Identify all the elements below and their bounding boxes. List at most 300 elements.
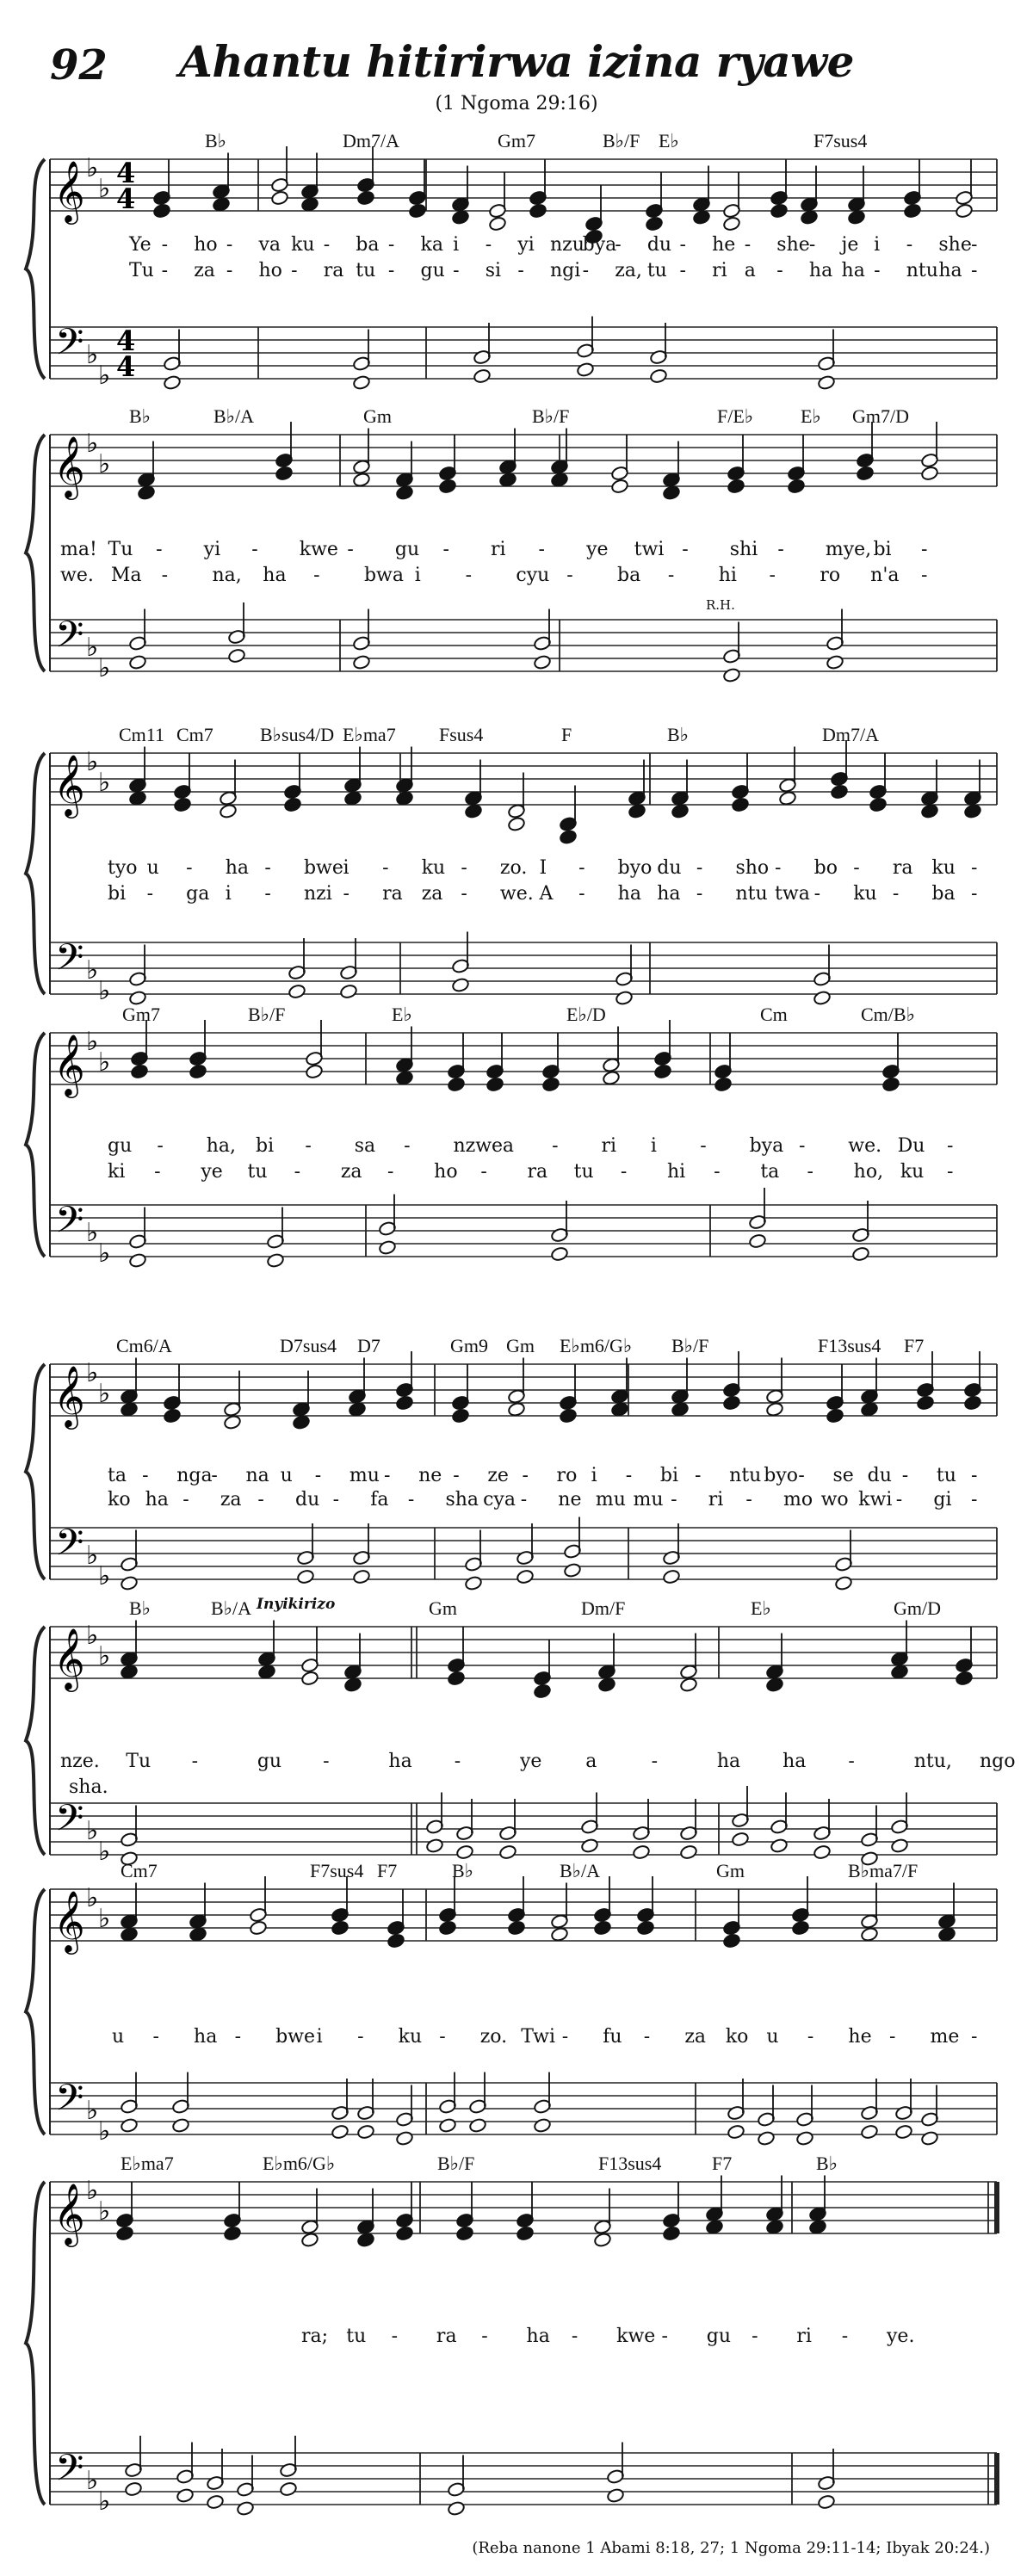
lyric-syllable: - [582, 260, 590, 281]
chord-symbol: B♭/F [437, 2153, 475, 2174]
lyric-syllable: - [157, 1135, 164, 1157]
lyric-syllable: - [442, 539, 449, 560]
note-head [550, 472, 568, 487]
lyric-syllable: - [454, 1751, 461, 1772]
key-signature-flat-icon: ♭ [98, 1379, 111, 1409]
lyric-syllable: ra [323, 260, 344, 281]
note-head [137, 485, 155, 500]
note-head [219, 803, 237, 819]
lyric-syllable: - [453, 260, 460, 281]
key-signature-flat-icon: ♭ [86, 153, 99, 183]
note-head [468, 2117, 486, 2133]
lyric-syllable: gu [108, 1135, 133, 1157]
lyric-syllable: me [930, 2026, 960, 2048]
lyric-syllable: bwa [363, 565, 404, 586]
lyric-syllable: - [906, 234, 913, 256]
lyric-syllable: tu [646, 260, 667, 281]
lyric-syllable: ro [556, 1465, 578, 1486]
music-system-5 [0, 1330, 1033, 1592]
lyric-syllable: he [848, 2026, 872, 2048]
note-head [352, 1569, 370, 1585]
note-head [128, 790, 146, 806]
lyric-syllable: za, [615, 260, 642, 281]
lyric-syllable: - [798, 1135, 806, 1157]
lyric-syllable: - [798, 1465, 805, 1486]
note-head [292, 1414, 310, 1430]
lyric-syllable: - [522, 1465, 529, 1486]
lyric-syllable: - [382, 857, 389, 879]
note-head [300, 2232, 319, 2247]
lyric-syllable: ku [291, 234, 315, 256]
lyric-syllable: ta [108, 1465, 127, 1486]
note-head [283, 797, 301, 812]
system-brace [26, 1033, 45, 1257]
lyric-syllable: ha [716, 1751, 741, 1772]
note-head [451, 1408, 469, 1424]
note-head [343, 1677, 362, 1692]
lyric-syllable: ha, [206, 1135, 236, 1157]
lyric-syllable: - [291, 260, 298, 281]
lyric-syllable: - [671, 1489, 677, 1510]
lyric-syllable: i [316, 2026, 323, 2048]
lyric-syllable: twa [775, 883, 810, 905]
music-system-8 [0, 2143, 1033, 2517]
lyric-syllable: - [775, 857, 782, 879]
chord-symbol: Cm7 [121, 1860, 158, 1881]
note-head [920, 803, 938, 819]
lyric-syllable: bi [108, 883, 127, 905]
note-head [455, 2226, 473, 2241]
note-head [860, 1401, 878, 1417]
lyric-syllable: hi [667, 1161, 686, 1183]
chord-symbol: E♭m6/G♭ [263, 2153, 336, 2174]
lyric-syllable: - [264, 857, 271, 879]
lyric-syllable: - [391, 2326, 399, 2347]
lyric-syllable: - [714, 1161, 721, 1183]
chord-symbol: E♭ [659, 130, 679, 151]
music-system-3 [0, 724, 1033, 1007]
lyric-syllable: i [453, 234, 460, 256]
lyric-syllable: ha [841, 260, 865, 281]
lyric-syllable: - [480, 1161, 487, 1183]
lyric-syllable: i [343, 857, 349, 879]
lyric-syllable: ku [421, 857, 446, 879]
note-head [593, 1920, 611, 1936]
lyric-syllable: kwe [299, 539, 338, 560]
lyric-syllable: i [225, 883, 232, 905]
chord-symbol: Cm [760, 1004, 788, 1025]
note-head [963, 1395, 981, 1411]
lyric-syllable: zo. [479, 2026, 508, 2048]
note-head [722, 667, 740, 683]
note-head [649, 368, 667, 384]
lyric-syllable: tu [936, 1465, 956, 1486]
lyric-syllable: she [776, 234, 810, 256]
lyric-syllable: za [194, 260, 215, 281]
lyric-syllable: we. [60, 565, 94, 586]
lyric-syllable: - [682, 539, 689, 560]
lyric-syllable: I [539, 857, 547, 879]
chord-symbol: F7 [377, 1860, 398, 1881]
note-head [120, 1664, 138, 1679]
lyric-syllable: ra [382, 883, 403, 905]
music-system-6 [0, 1596, 1033, 1867]
chord-symbol: Gm7/D [852, 405, 909, 427]
note-head [120, 1926, 138, 1942]
lyric-syllable: - [161, 565, 169, 586]
note-head [438, 1920, 456, 1936]
lyric-syllable: - [387, 260, 395, 281]
note-head [963, 803, 981, 819]
lyric-syllable: - [154, 1161, 161, 1183]
lyric-syllable: - [901, 1465, 909, 1486]
lyric-syllable: du [646, 234, 672, 256]
chord-symbol: F/E♭ [717, 405, 754, 427]
lyric-syllable: nze. [60, 1751, 100, 1772]
note-head [550, 1926, 568, 1942]
note-head [387, 1933, 405, 1949]
note-head [257, 1664, 275, 1679]
lyric-syllable: - [314, 1465, 322, 1486]
lyric-syllable: - [696, 857, 703, 879]
note-head [765, 1677, 783, 1692]
lyric-syllable: ba [617, 565, 641, 586]
lyric-syllable: ye [201, 1161, 223, 1183]
lyric-syllable: va [258, 234, 281, 256]
lyric-syllable: ye [586, 539, 609, 560]
lyric-syllable: za [340, 1161, 362, 1183]
system-brace [26, 1364, 45, 1579]
chord-symbol: Gm [716, 1860, 745, 1881]
hymn-title: Ahantu hitirirwa izina ryawe [179, 36, 854, 87]
lyric-syllable: ntu [729, 1465, 762, 1486]
lyric-syllable: - [947, 1161, 954, 1183]
lyric-syllable: - [404, 1135, 411, 1157]
note-head [714, 1077, 732, 1092]
lyric-syllable: - [264, 883, 271, 905]
note-head [249, 1920, 267, 1936]
lyric-syllable: ri [708, 1489, 724, 1510]
lyric-syllable: - [323, 1751, 330, 1772]
key-signature-flat-icon: ♭ [86, 2096, 99, 2126]
lyric-syllable: ha [938, 260, 962, 281]
lyric-syllable: - [807, 1161, 813, 1183]
lyric-syllable: - [769, 565, 776, 586]
bass-clef-icon: 𝄢 [55, 2077, 84, 2128]
lyric-syllable: - [700, 1135, 707, 1157]
note-head [464, 1575, 482, 1591]
chord-symbol: F13sus4 [598, 2153, 662, 2174]
lyric-syllable: ha [526, 2326, 550, 2347]
note-head [464, 803, 482, 819]
lyric-syllable: ra [527, 1161, 548, 1183]
lyric-syllable: ri [491, 539, 506, 560]
lyric-syllable: - [257, 1489, 264, 1510]
note-head [903, 203, 921, 219]
note-head [395, 1395, 413, 1411]
lyric-syllable: ri [712, 260, 727, 281]
key-signature-flat-icon: ♭ [98, 976, 111, 1006]
lyric-syllable: byo [764, 1465, 799, 1486]
lyric-syllable: mo [782, 1489, 813, 1510]
bass-clef-icon: 𝄢 [55, 321, 84, 373]
music-system-2 [0, 406, 1033, 720]
chord-symbol: Gm [429, 1597, 457, 1619]
note-head [300, 1671, 319, 1686]
treble-clef-icon: 𝄞 [53, 435, 85, 497]
note-head [615, 990, 633, 1005]
lyric-syllable: ho, [853, 1161, 884, 1183]
chord-symbol: B♭ [129, 405, 152, 427]
treble-clef-icon: 𝄞 [53, 1627, 85, 1690]
note-head [727, 479, 745, 494]
lyric-syllable: - [807, 2026, 814, 2048]
key-signature-flat-icon: ♭ [86, 1218, 99, 1248]
lyric-syllable: cyu [516, 565, 550, 586]
key-signature-flat-icon: ♭ [86, 1816, 99, 1846]
lyric-syllable: yi [203, 539, 221, 560]
key-signature-flat-icon: ♭ [98, 1837, 111, 1867]
lyric-syllable: du [295, 1489, 320, 1510]
chord-symbol: Cm/B♭ [861, 1004, 915, 1025]
note-head [722, 1933, 740, 1949]
chord-symbol: B♭/A [211, 1597, 252, 1619]
lyric-syllable: - [776, 260, 783, 281]
chord-symbol: Gm [363, 405, 392, 427]
system-brace [26, 753, 45, 994]
chord-symbol: E♭/D [566, 1004, 606, 1025]
lyric-syllable: ta [760, 1161, 780, 1183]
note-head [352, 374, 370, 390]
note-head [498, 472, 516, 487]
treble-clef-icon: 𝄞 [53, 1364, 85, 1427]
hymn-number: 92 [50, 41, 108, 90]
key-signature-flat-icon: ♭ [98, 174, 111, 204]
chord-symbol: E♭m6/G♭ [560, 1335, 633, 1356]
note-head [451, 209, 469, 225]
music-system-1 [0, 130, 1033, 400]
note-head [378, 1239, 396, 1255]
chord-symbol: Gm7 [498, 130, 535, 151]
lyric-syllable: nzi [303, 883, 332, 905]
lyric-syllable: - [211, 1465, 218, 1486]
lyric-syllable: ntu [906, 260, 938, 281]
lyric-syllable: - [332, 1489, 340, 1510]
note-head [580, 1838, 598, 1853]
lyric-syllable: za [220, 1489, 242, 1510]
lyric-syllable: Ye [129, 234, 152, 256]
lyric-syllable: - [461, 857, 467, 879]
note-head [498, 1844, 516, 1860]
note-head [692, 209, 710, 225]
lyric-syllable: ga [186, 883, 210, 905]
lyric-syllable: fa [370, 1489, 389, 1510]
lyric-syllable: zo. [499, 857, 528, 879]
note-head [279, 2481, 297, 2497]
lyric-syllable: - [971, 260, 978, 281]
bass-clef-icon: 𝄢 [55, 1199, 84, 1251]
music-system-7 [0, 1860, 1033, 2147]
note-head [356, 190, 374, 206]
note-head [152, 203, 170, 219]
lyric-syllable: ku [931, 857, 956, 879]
lyric-syllable: - [971, 1465, 978, 1486]
note-head [189, 1064, 207, 1079]
cross-reference: (Reba nanone 1 Abami 8:18, 27; 1 Ngoma 29:11-14; Ibyak 20:24.) [472, 2539, 990, 2557]
key-signature-flat-icon: ♭ [98, 768, 111, 798]
note-head [529, 203, 547, 219]
lyric-syllable: - [971, 883, 978, 905]
note-head [352, 654, 370, 670]
note-head [550, 1246, 568, 1262]
time-signature: 4 [116, 157, 136, 189]
note-head [395, 2226, 413, 2241]
lyric-syllable: - [921, 565, 928, 586]
lyric-syllable: ntu [735, 883, 768, 905]
lyric-syllable: - [578, 857, 585, 879]
lyric-syllable: si [485, 260, 502, 281]
lyric-syllable: - [387, 1161, 394, 1183]
lyric-syllable: mu [633, 1489, 664, 1510]
note-head [705, 2219, 723, 2234]
lyric-syllable: je [841, 234, 859, 256]
chord-symbol: Fsus4 [439, 724, 484, 745]
note-head [189, 1926, 207, 1942]
note-head [860, 2124, 878, 2140]
lyric-syllable: wo [820, 1489, 849, 1510]
key-signature-flat-icon: ♭ [86, 1621, 99, 1651]
lyric-syllable: na [245, 1465, 269, 1486]
bass-clef-icon: 𝄢 [55, 2447, 84, 2499]
note-head [206, 2494, 224, 2510]
lyric-syllable: u [280, 1465, 293, 1486]
note-head [610, 479, 628, 494]
lyric-syllable: - [142, 1465, 149, 1486]
note-head [438, 479, 456, 494]
lyric-syllable: bya [582, 234, 617, 256]
chord-symbol: B♭sus4/D [260, 724, 335, 745]
lyric-syllable: - [848, 1751, 855, 1772]
lyric-syllable: sho [735, 857, 770, 879]
lyric-syllable: ba [931, 883, 956, 905]
treble-clef-icon: 𝄞 [53, 1889, 85, 1952]
chord-symbol: Gm7 [122, 1004, 160, 1025]
note-head [847, 209, 865, 225]
note-head [920, 466, 938, 481]
lyric-syllable: - [874, 260, 881, 281]
lyric-syllable: - [453, 1465, 460, 1486]
note-head [507, 816, 525, 831]
note-head [563, 1562, 581, 1578]
lyric-syllable: ha [225, 857, 250, 879]
note-head [869, 797, 887, 812]
lyric-syllable: - [696, 883, 703, 905]
note-head [559, 829, 577, 844]
note-head [275, 466, 293, 481]
note-head [813, 990, 831, 1005]
lyric-syllable: ha [808, 260, 833, 281]
note-head [890, 1838, 908, 1853]
note-head [813, 1844, 831, 1860]
chord-symbol: F7 [904, 1335, 925, 1356]
lyric-syllable: Du [897, 1135, 925, 1157]
lyric-syllable: fu [603, 2026, 622, 2048]
key-signature-flat-icon: ♭ [86, 955, 99, 985]
lyric-syllable: tu [247, 1161, 268, 1183]
note-head [395, 485, 413, 500]
lyric-syllable: bo [813, 857, 838, 879]
key-signature-flat-icon: ♭ [98, 1561, 111, 1591]
right-hand-annotation: R.H. [706, 597, 735, 613]
lyric-syllable: bya [749, 1135, 784, 1157]
lyric-syllable: yi [517, 234, 535, 256]
lyric-syllable: Tu [129, 260, 154, 281]
treble-clef-icon: 𝄞 [53, 1033, 85, 1096]
chord-symbol: Gm [506, 1335, 535, 1356]
note-head [541, 1077, 560, 1092]
note-head [331, 1920, 349, 1936]
treble-clef-icon: 𝄞 [53, 753, 85, 816]
lyric-syllable: ro [820, 565, 841, 586]
lyric-syllable: tu [356, 260, 376, 281]
lyric-syllable: ri [601, 1135, 617, 1157]
lyric-syllable: ku [398, 2026, 423, 2048]
lyric-syllable: ri [796, 2326, 812, 2347]
note-head [791, 1920, 809, 1936]
key-signature-flat-icon: ♭ [98, 2116, 111, 2147]
lyric-syllable: - [744, 234, 752, 256]
chord-symbol: B♭/A [560, 1860, 601, 1881]
note-head [662, 485, 680, 500]
chord-symbol: B♭/F [532, 405, 570, 427]
time-signature: 4 [116, 182, 136, 215]
system-brace [26, 2182, 45, 2505]
chord-symbol: Gm9 [450, 1335, 488, 1356]
note-head [765, 1401, 783, 1417]
chord-symbol: F7sus4 [310, 1860, 364, 1881]
lyric-syllable: ra [892, 857, 913, 879]
note-head [856, 466, 874, 481]
note-head [516, 2226, 534, 2241]
system-brace [26, 159, 45, 379]
lyric-syllable: za [421, 883, 443, 905]
chord-symbol: F [561, 724, 572, 745]
note-head [266, 1252, 284, 1268]
lyric-syllable: mye, [825, 539, 872, 560]
note-head [395, 790, 413, 806]
note-head [343, 790, 362, 806]
lyric-syllable: za [684, 2026, 707, 2048]
note-head [731, 797, 749, 812]
chord-symbol: E♭ [392, 1004, 412, 1025]
lyric-syllable: ku [900, 1161, 925, 1183]
chord-symbol: E♭ma7 [343, 724, 396, 745]
note-head [916, 1395, 934, 1411]
note-head [212, 196, 230, 212]
lyric-syllable: - [895, 1489, 903, 1510]
lyric-syllable: - [745, 1489, 752, 1510]
lyric-syllable: ye [520, 1751, 542, 1772]
lyric-syllable: - [971, 1489, 978, 1510]
lyric-syllable: ma! [60, 539, 97, 560]
lyric-syllable: mu [595, 1489, 626, 1510]
chord-symbol: Dm7/A [343, 130, 399, 151]
lyric-syllable: u [146, 857, 159, 879]
lyric-syllable: - [439, 2026, 446, 2048]
note-head [447, 2500, 465, 2516]
note-head [559, 1408, 577, 1424]
lyric-syllable: - [777, 539, 784, 560]
